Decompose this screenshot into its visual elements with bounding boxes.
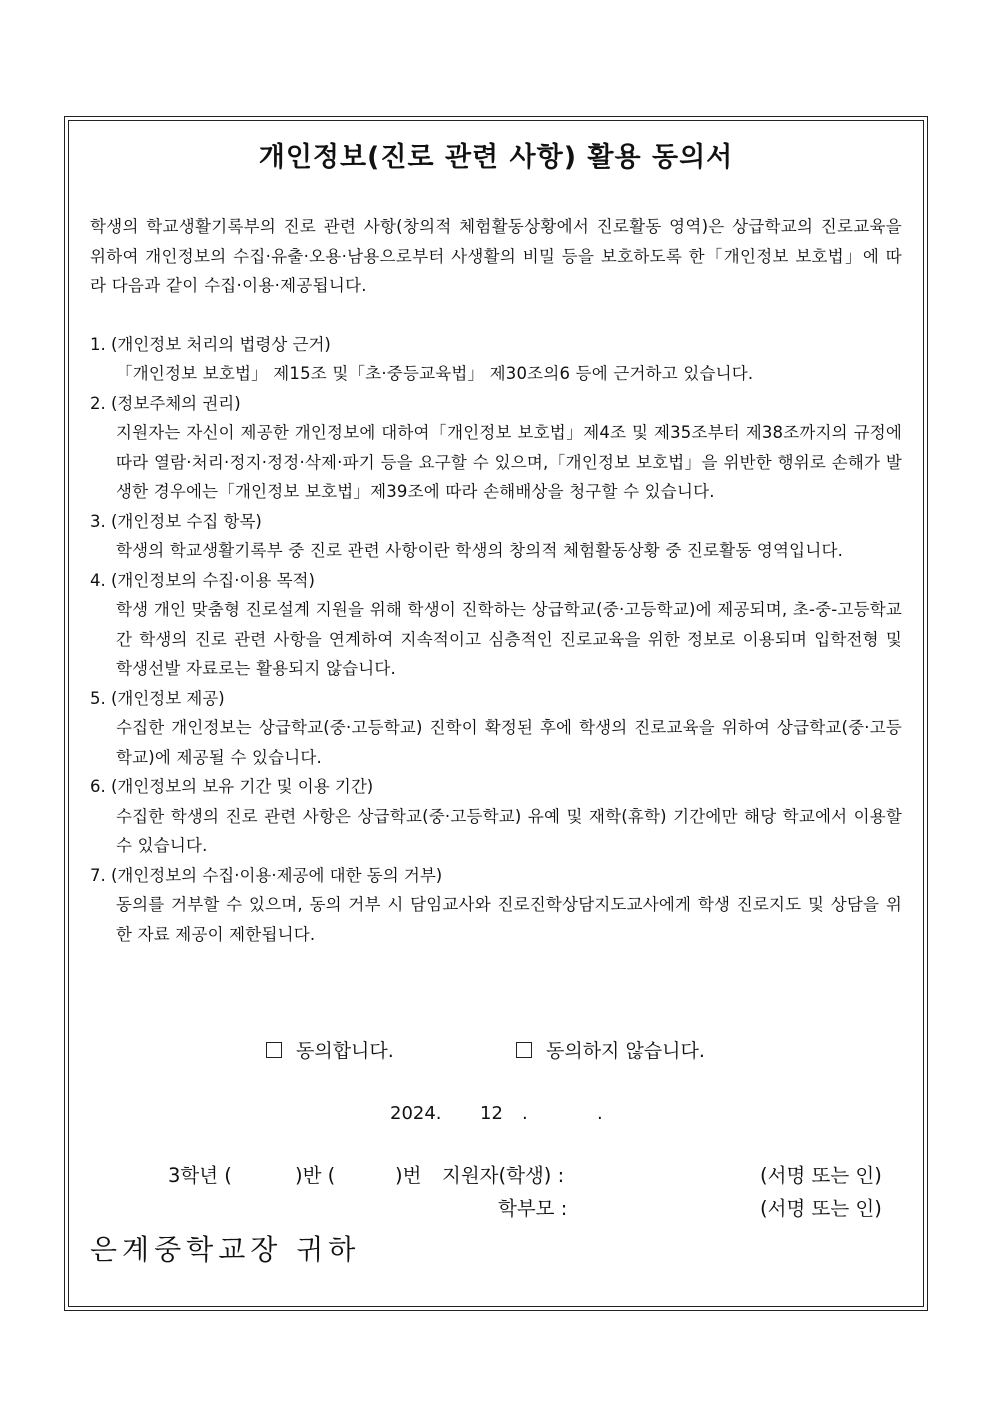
number-label: )번 (395, 1164, 422, 1187)
agree-checkbox[interactable] (266, 1036, 394, 1063)
section-body: 학생 개인 맞춤형 진로설계 지원을 위해 학생이 진학하는 상급학교(중·고등학교)에 제공되며, 초-중-고등학교 간 학생의 진로 관련 사항을 연계하여 지속적이고 심층적인 진로교육을 위한 정보로 이용되며 입학전형 및 학생선발 자료로는 활용되지 않습니다. (116, 600, 902, 678)
section-3 (90, 507, 902, 566)
document-content (90, 138, 902, 1266)
disagree-label: 동의하지 않습니다. (546, 1040, 705, 1062)
disagree-checkbox[interactable] (516, 1036, 705, 1063)
section-heading: 5. (개인정보 제공) (90, 688, 225, 708)
section-body: 수집한 학생의 진로 관련 사항은 상급학교(중·고등학교) 유예 및 재학(휴학) 기간에만 해당 학교에서 이용할 수 있습니다. (116, 806, 902, 855)
section-body: 지원자는 자신이 제공한 개인정보에 대하여「개인정보 보호법」제4조 및 제35조부터 제38조까지의 규정에 따라 열람·처리·정지·정정·삭제·파기 등을 요구할 수 있으며,「개인정보 보호법」을 위반한 행위로 손해가 발생한 경우에는「개인정보 보호법」제39조에 따라 손해배상을 청구할 수 있습니다. (116, 423, 902, 501)
intro-paragraph: 학생의 학교생활기록부의 진로 관련 사항(창의적 체험활동상황에서 진로활동 영역)은 상급학교의 진로교육을 위하여 개인정보의 수집·유출·오용·남용으로부터 사생활의 비밀 등을 보호하도록 한「개인정보 보호법」에 따라 다음과 같이 수집·이용·제공됩니다. (90, 217, 902, 295)
section-heading: 1. (개인정보 처리의 법령상 근거) (90, 334, 331, 354)
section-heading: 2. (정보주체의 권리) (90, 393, 241, 413)
section-heading: 6. (개인정보의 보유 기간 및 이용 기간) (90, 777, 374, 796)
class-label: )반 ( (295, 1164, 336, 1187)
parent-signature-line (90, 1193, 902, 1223)
section-body: 학생의 학교생활기록부 중 진로 관련 사항이란 학생의 창의적 체험활동상황 중 진로활동 영역입니다. (116, 541, 844, 560)
parent-label: 학부모 : (498, 1197, 568, 1220)
section-body: 수집한 개인정보는 상급학교(중·고등학교) 진학이 확정된 후에 학생의 진로교육을 위하여 상급학교(중·고등학교)에 제공될 수 있습니다. (116, 718, 902, 767)
date-dot: . (597, 1103, 603, 1124)
date-line (90, 1103, 902, 1131)
document-title: 개인정보(진로 관련 사항) 활용 동의서 (258, 142, 734, 173)
agree-label: 동의합니다. (296, 1040, 394, 1062)
section-4 (90, 566, 902, 684)
applicant-label: 지원자(학생) : (442, 1164, 565, 1187)
section-7 (90, 861, 902, 950)
section-heading: 4. (개인정보의 수집·이용 목적) (90, 570, 315, 590)
consent-options (90, 1028, 902, 1068)
checkbox-icon[interactable] (266, 1042, 282, 1058)
section-2 (90, 389, 902, 507)
sign-note: (서명 또는 인) (760, 1197, 882, 1220)
section-5 (90, 684, 902, 773)
sign-note: (서명 또는 인) (760, 1164, 882, 1187)
date-year: 2024. (390, 1103, 442, 1124)
section-6 (90, 772, 902, 861)
closing-addressee: 은계중학교장 귀하 (90, 1233, 361, 1266)
checkbox-icon[interactable] (516, 1042, 532, 1058)
section-body: 동의를 거부할 수 있으며, 동의 거부 시 담임교사와 진로진학상담지도교사에게 학생 진로지도 및 상담을 위한 자료 제공이 제한됩니다. (116, 895, 902, 944)
grade-label: 3학년 ( (168, 1164, 232, 1187)
section-1 (90, 330, 902, 389)
applicant-signature-line (90, 1160, 902, 1190)
section-body: 「개인정보 보호법」 제15조 및「초·중등교육법」 제30조의6 등에 근거하고 있습니다. (116, 364, 754, 383)
sections-list (90, 330, 902, 950)
date-month: 12 (480, 1103, 503, 1124)
date-dot: . (522, 1103, 528, 1124)
section-heading: 7. (개인정보의 수집·이용·제공에 대한 동의 거부) (90, 865, 443, 885)
section-heading: 3. (개인정보 수집 항목) (90, 511, 262, 531)
